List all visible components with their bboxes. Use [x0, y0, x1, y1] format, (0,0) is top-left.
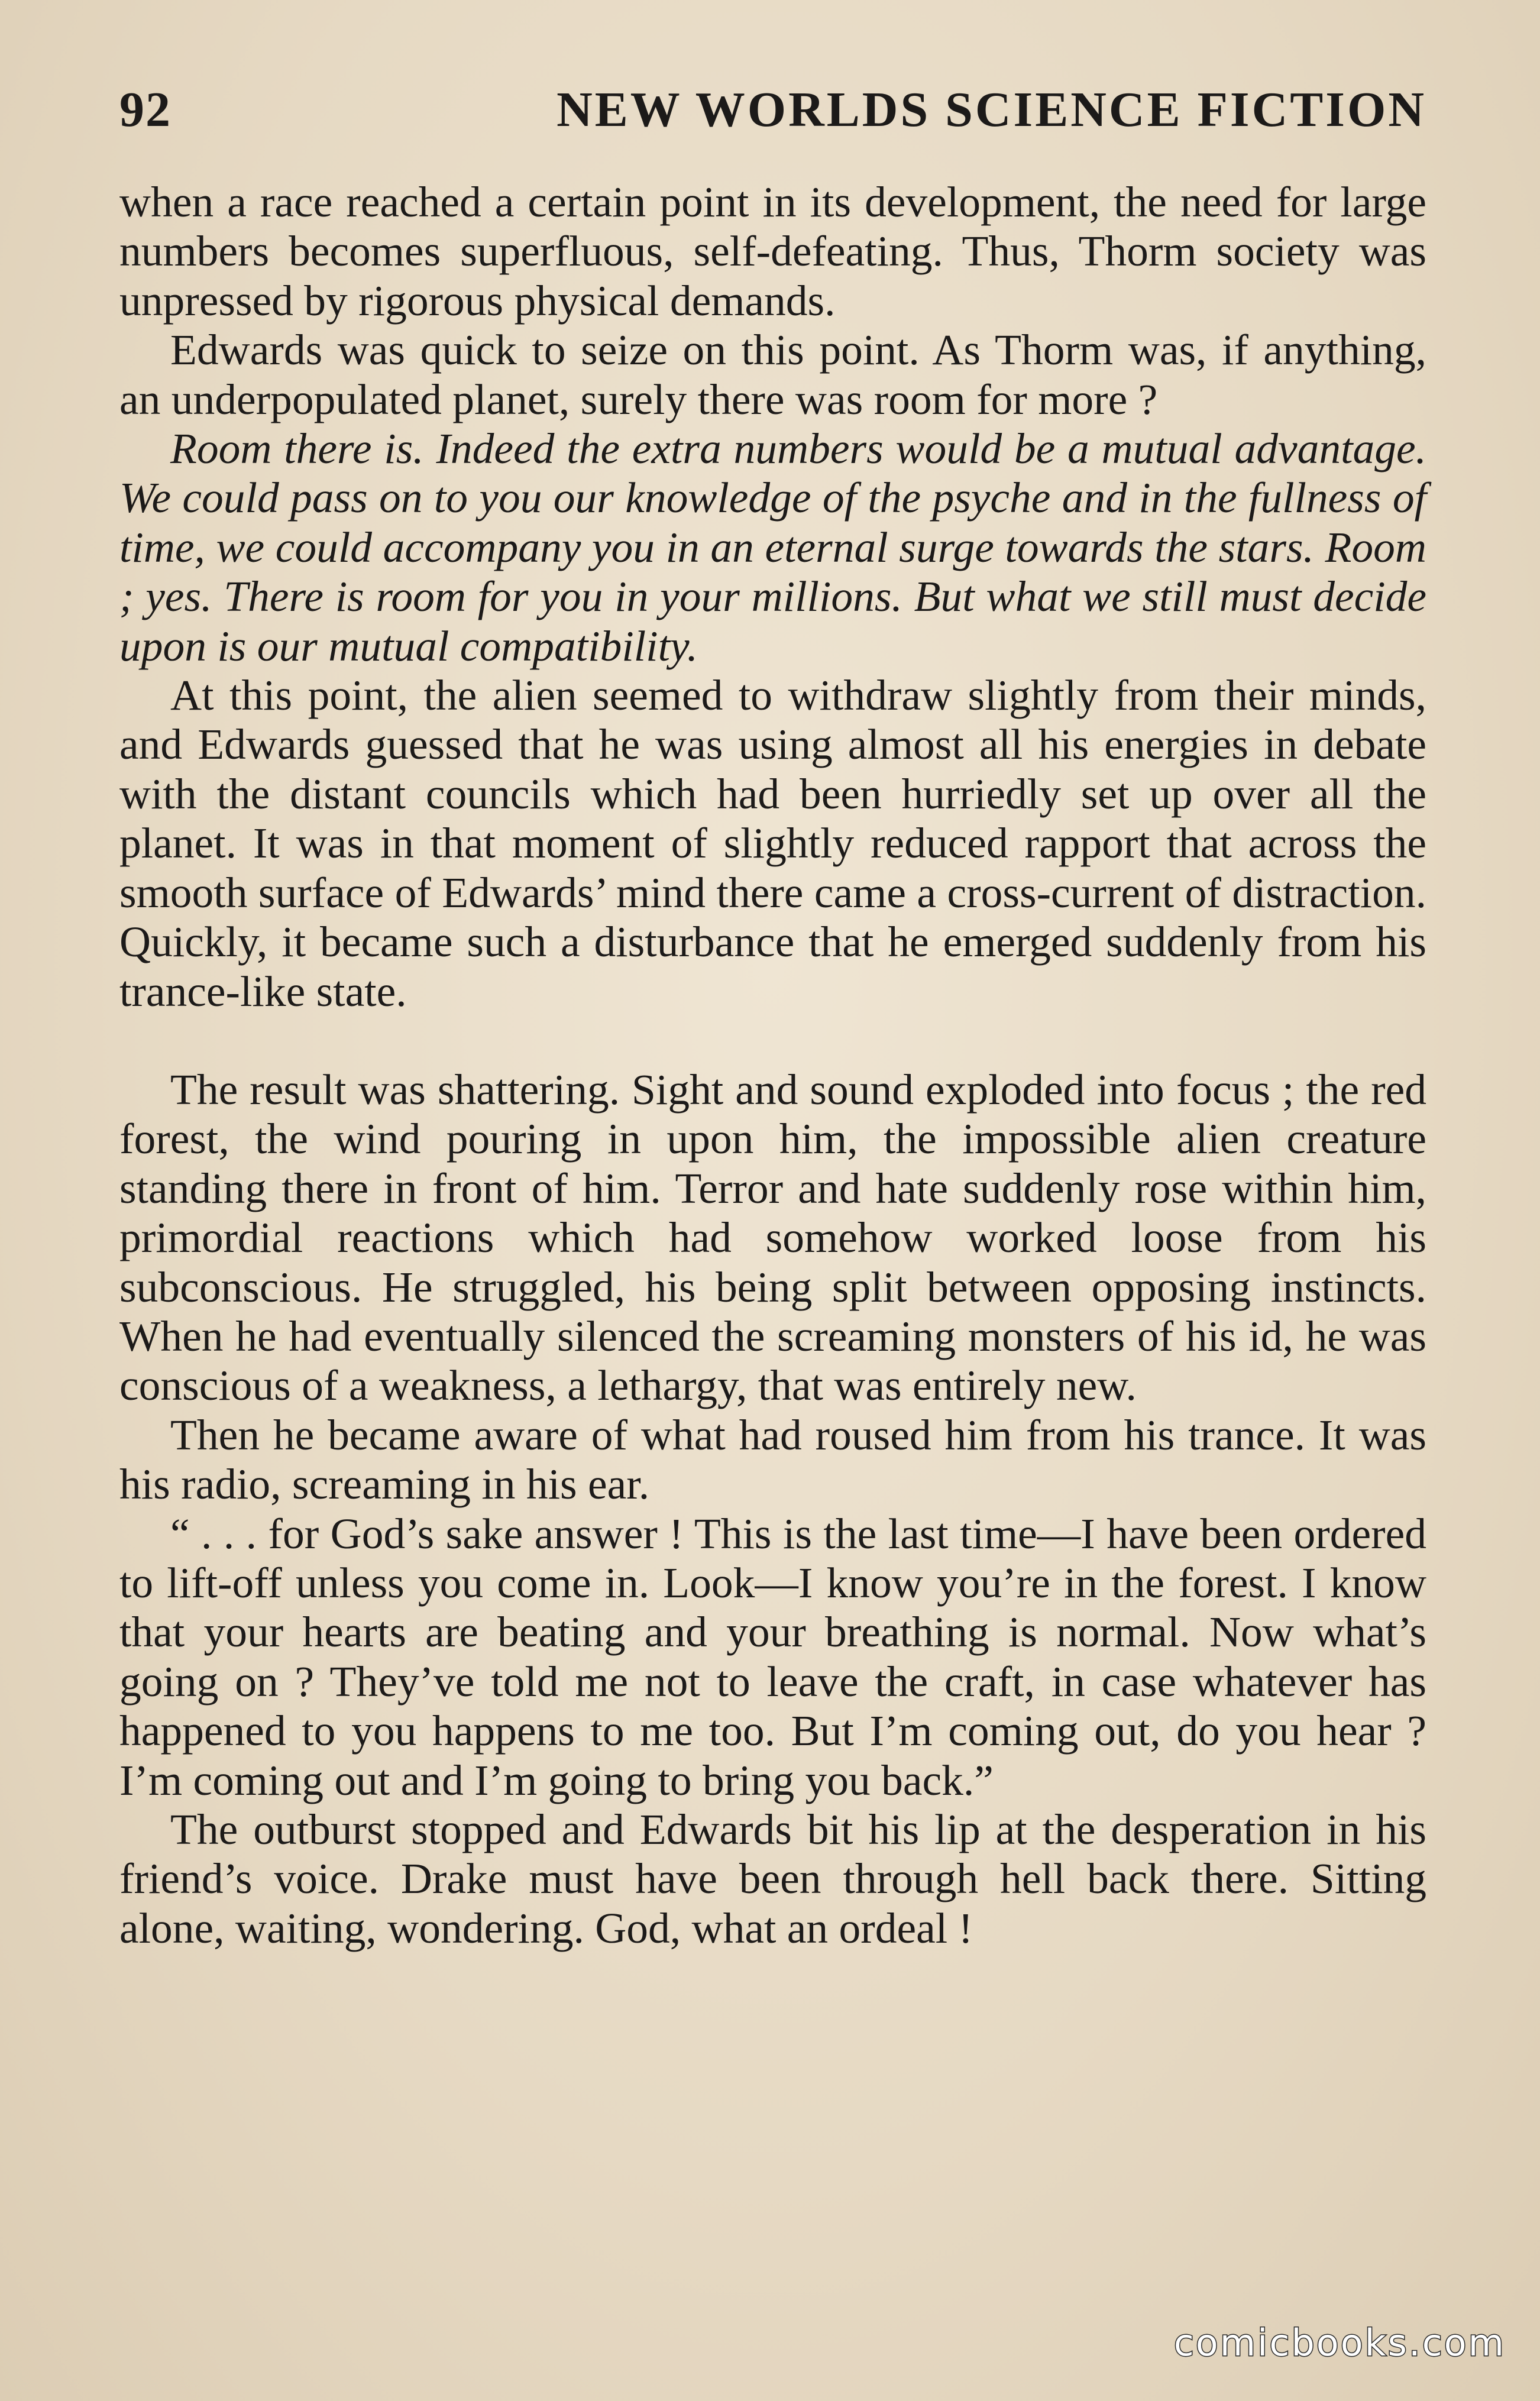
paragraph-drake-message: “ . . . for God’s sake answer ! This is the last time—I have been ordered to lift-off unless you come in. Look—I know you’re in the forest. I know that your hearts are beating and your breathing is normal. Now what’s going on ? They’ve told me not to leave the craft, in case whatever has happened to you happens to me too. But I’m coming out, do you hear ? I’m coming out and I’m going to bring you back.”: [119, 1509, 1426, 1804]
paragraph-shattering: The result was shattering. Sight and sound exploded into focus ; the red forest, the wind pouring in upon him, the impossible alien creature standing there in front of him. Terror and hate suddenly rose within him, primordial reactions which had somehow worked loose from his subconscious. He struggled, his being split between opposing instincts. When he had eventually silenced the screaming monsters of his id, he was conscious of a weakness, a lethargy, that was entirely new.: [119, 1065, 1426, 1410]
paragraph-continuation: when a race reached a certain point in its development, the need for large numbers becomes superfluous, self-defeating. Thus, Thorm society was unpressed by rigorous physical demands.: [119, 178, 1426, 325]
watermark-logo: comicbooks.com: [1173, 2321, 1506, 2364]
page-header: [119, 77, 1426, 142]
paragraph-ordeal: The outburst stopped and Edwards bit his lip at the desperation in his friend’s voice. Drake must have been through hell back there. Sitting alone, waiting, wondering. God, what an ordeal !: [119, 1805, 1426, 1952]
paragraph-radio: Then he became aware of what had roused him from his trance. It was his radio, screaming in his ear.: [119, 1410, 1426, 1509]
paragraph-withdraw: At this point, the alien seemed to withdraw slightly from their minds, and Edwards guessed that he was using almost all his energies in debate with the distant councils which had been hurriedly set up over all the planet. It was in that moment of slightly reduced rapport that across the smooth surface of Edwards’ mind there came a cross-current of distraction. Quickly, it became such a disturbance that he emerged suddenly from his trance-like state.: [119, 671, 1426, 1015]
running-title: NEW WORLDS SCIENCE FICTION: [557, 82, 1426, 137]
body-text: [119, 177, 1426, 1953]
page-number: 92: [119, 82, 172, 137]
paragraph-edwards-seize: Edwards was quick to seize on this point. As Thorm was, if anything, an underpopulated planet, surely there was room for more ?: [119, 326, 1426, 423]
paragraph-alien-reply: Room there is. Indeed the extra numbers would be a mutual advantage. We could pass on to you our knowledge of the psyche and in the fullness of time, we could accompany you in an eternal surge towards the stars. Room ; yes. There is room for you in your millions. But what we still must decide upon is our mutual compatibility.: [119, 425, 1426, 670]
